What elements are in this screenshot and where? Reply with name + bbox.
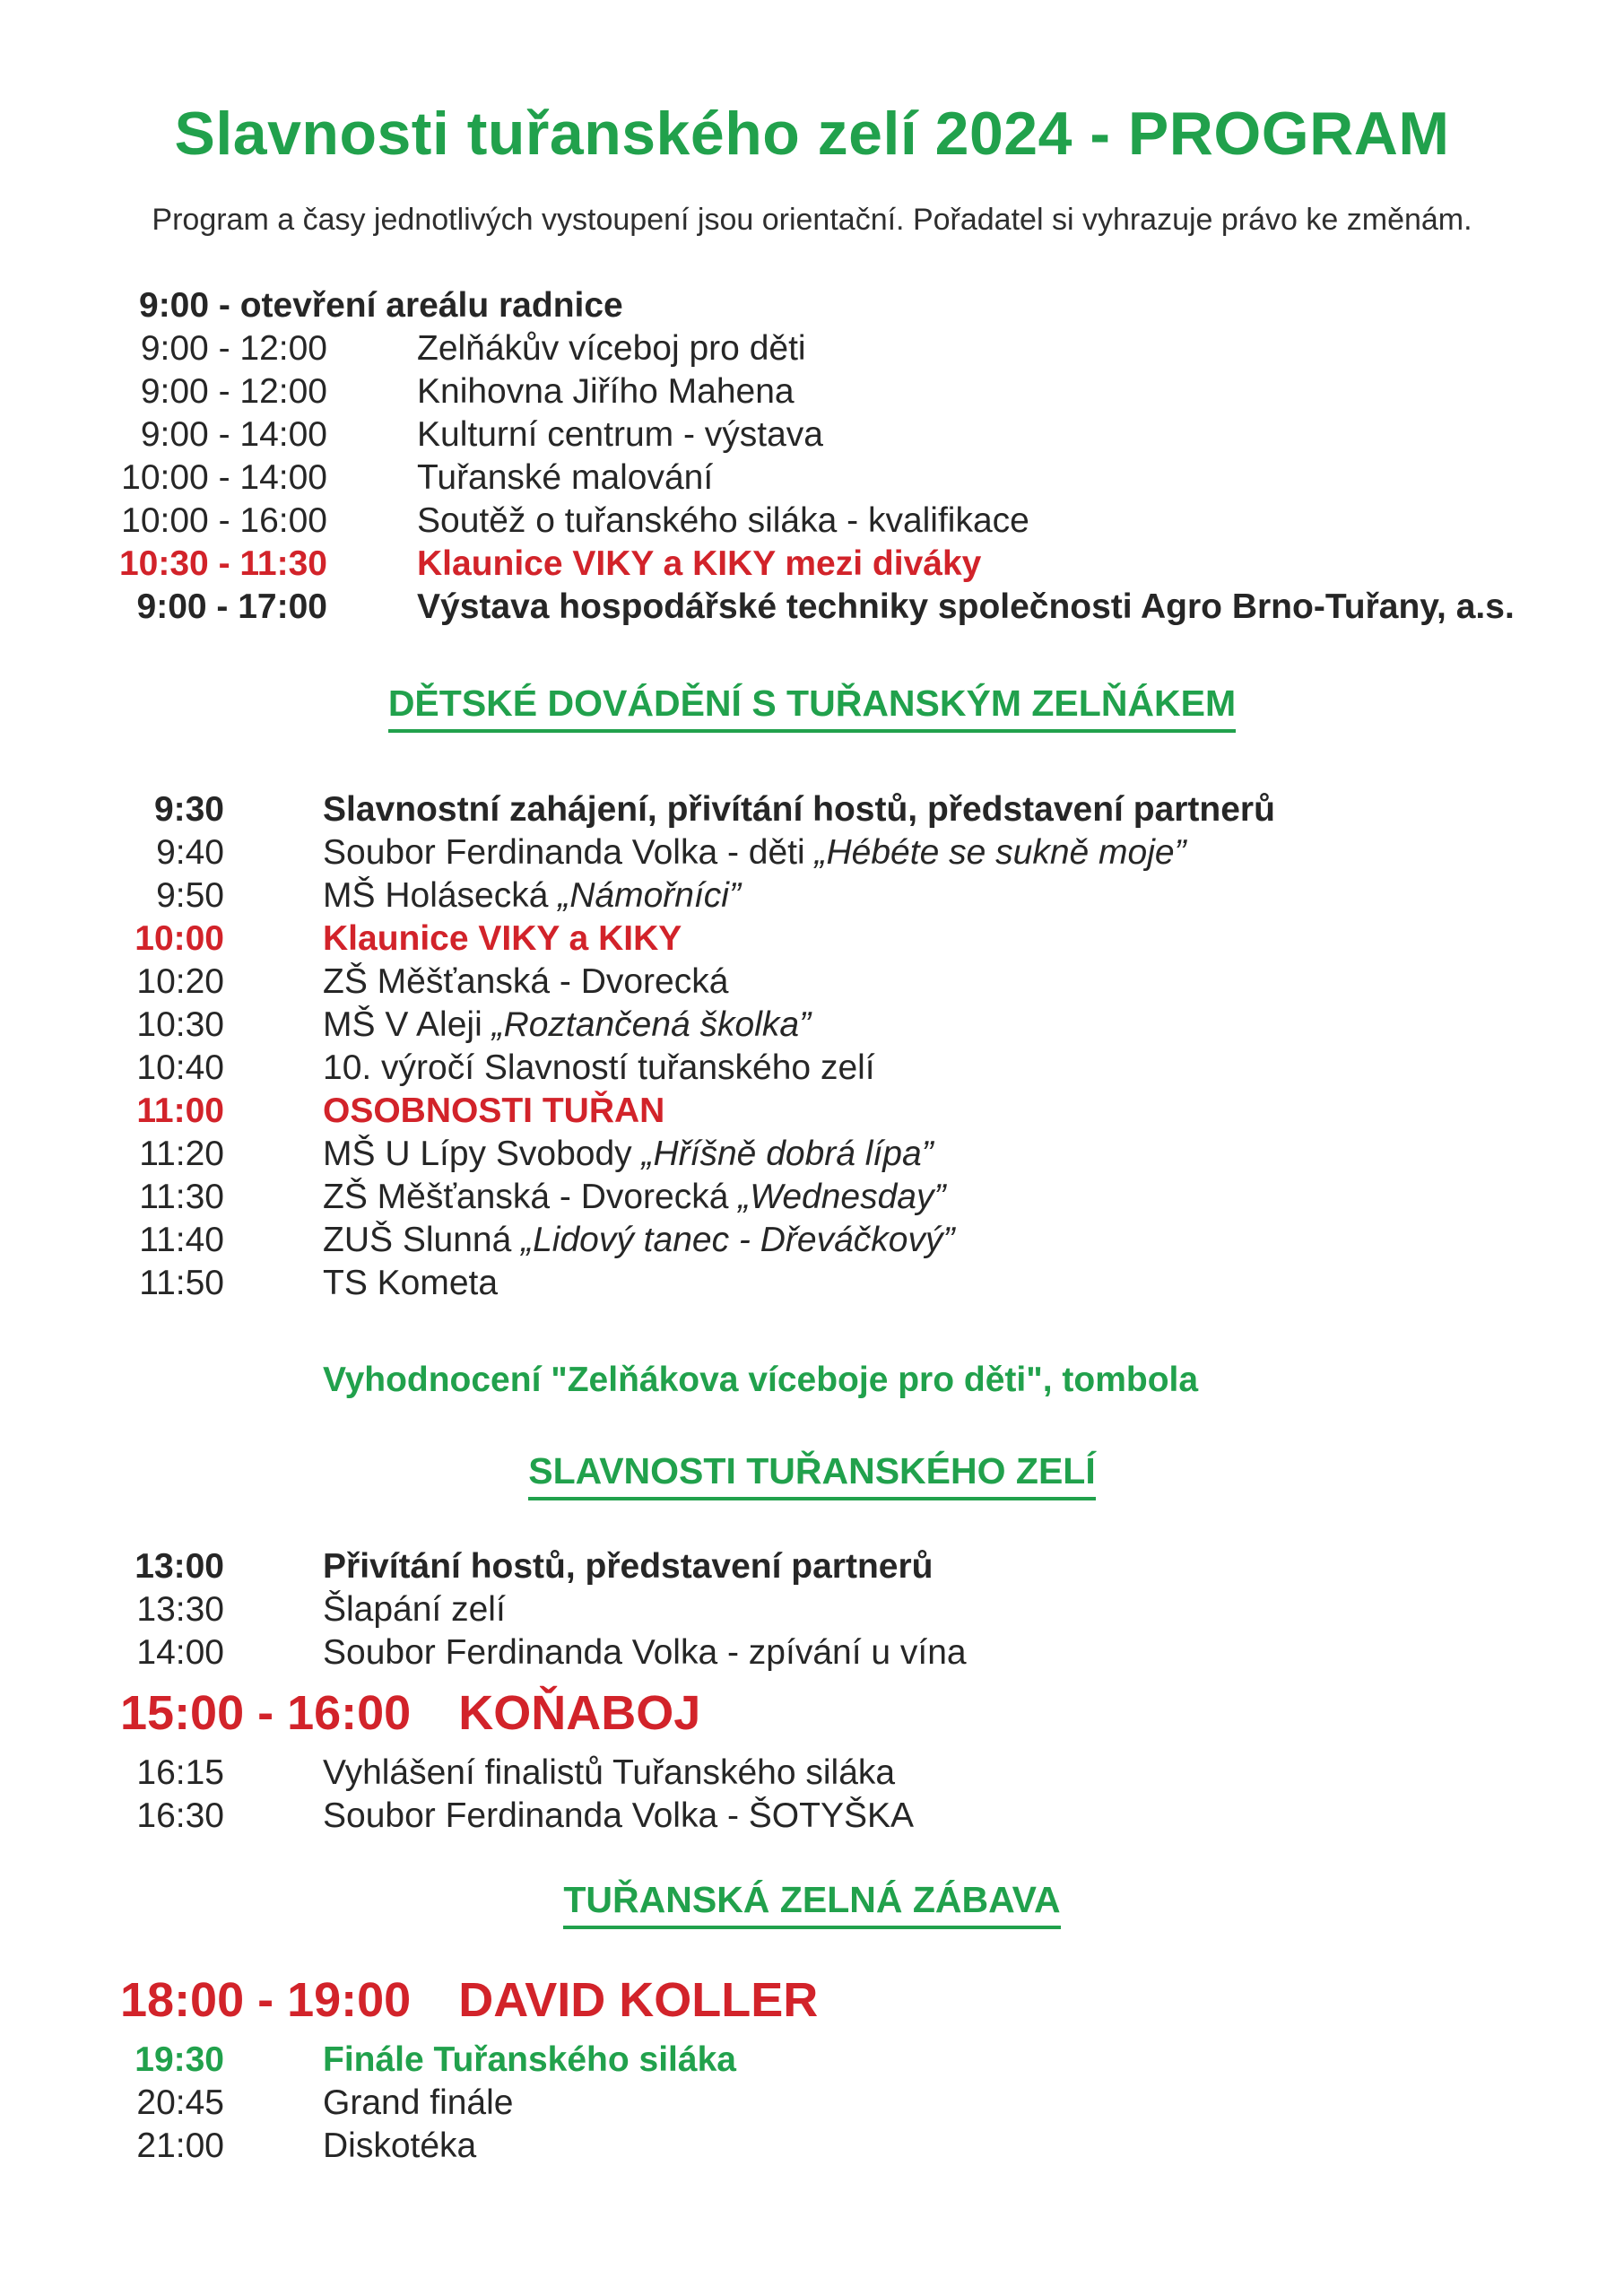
event-time: 15:00 - 16:00 <box>120 1686 412 1740</box>
event-time: 16:30 <box>136 1796 224 1835</box>
event-title: Zelňákův víceboj pro děti <box>417 329 806 368</box>
event-title-quoted: „Lidový tanec - Dřeváčkový” <box>521 1221 955 1259</box>
page-subtitle: Program a časy jednotlivých vystoupení jsou orientační. Pořadatel si vyhrazuje právo ke změnám. <box>152 203 1472 237</box>
schedule-row <box>0 457 1624 500</box>
main-schedule <box>0 1545 1624 1838</box>
schedule-row <box>0 1219 1624 1262</box>
tombola-note: Vyhodnocení "Zelňákova víceboje pro děti", tombola <box>323 1361 1199 1399</box>
event-title: Knihovna Jiřího Mahena <box>417 372 795 411</box>
event-time: 9:00 - 17:00 <box>136 587 327 626</box>
event-title <box>224 831 1186 874</box>
schedule-row <box>0 1545 1624 1588</box>
event-title <box>224 1133 934 1176</box>
event-time: 9:00 - 12:00 <box>140 329 327 368</box>
event-title: Výstava hospodářské techniky společnosti Agro Brno-Tuřany, a.s. <box>417 587 1515 626</box>
event-title: ZŠ Měšťanská - Dvorecká <box>323 962 729 1001</box>
event-time: 10:40 <box>136 1048 224 1087</box>
event-time: 21:00 <box>136 2126 224 2165</box>
schedule-row <box>0 1133 1624 1176</box>
event-time: 11:20 <box>139 1135 224 1173</box>
event-title: Diskotéka <box>323 2126 477 2165</box>
event-time: 14:00 <box>136 1633 224 1672</box>
schedule-row-highlight <box>0 1090 1624 1133</box>
event-time: 13:30 <box>136 1590 224 1629</box>
schedule-row <box>0 1588 1624 1631</box>
event-time: 9:00 - 14:00 <box>140 415 327 454</box>
schedule-row <box>0 1004 1624 1047</box>
schedule-row <box>0 961 1624 1004</box>
event-time: 10:30 <box>136 1005 224 1044</box>
event-title-text: ZŠ Měšťanská - Dvorecká <box>323 1178 739 1216</box>
event-time: 9:00 - 12:00 <box>140 372 327 411</box>
event-title <box>224 874 741 918</box>
schedule-row <box>0 1795 1624 1838</box>
schedule-row <box>0 1752 1624 1795</box>
event-time: 9:30 <box>153 790 224 829</box>
event-time: 10:00 <box>135 919 224 958</box>
event-time: 13:00 <box>135 1547 224 1586</box>
schedule-row-highlight <box>0 918 1624 961</box>
schedule-row <box>0 1047 1624 1090</box>
schedule-row <box>0 1631 1624 1674</box>
event-time: 9:40 <box>156 833 224 872</box>
schedule-row <box>0 1176 1624 1219</box>
event-title-text: ZUŠ Slunná <box>323 1221 522 1259</box>
event-title-quoted: „Roztančená školka” <box>491 1005 812 1044</box>
event-title: Grand finále <box>323 2083 514 2122</box>
event-title: Klaunice VIKY a KIKY mezi diváky <box>417 544 982 583</box>
schedule-row <box>0 500 1624 543</box>
event-title: TS Kometa <box>323 1264 499 1302</box>
section-heading-kids <box>0 683 1624 733</box>
section-heading-text: DĚTSKÉ DOVÁDĚNÍ S TUŘANSKÝM ZELŇÁKEM <box>388 683 1236 733</box>
event-title-text: MŠ U Lípy Svobody <box>323 1135 642 1173</box>
feature-event-konaboj <box>0 1682 1624 1744</box>
event-time: 11:40 <box>139 1221 224 1259</box>
schedule-row <box>0 370 1624 413</box>
schedule-row <box>0 788 1624 831</box>
event-time: 19:30 <box>135 2040 224 2079</box>
kids-schedule <box>0 788 1624 1305</box>
section-heading-text: TUŘANSKÁ ZELNÁ ZÁBAVA <box>563 1879 1060 1929</box>
event-title: OSOBNOSTI TUŘAN <box>323 1091 665 1130</box>
schedule-row <box>0 586 1624 629</box>
event-title <box>224 1176 946 1219</box>
event-title: Přivítání hostů, představení partnerů <box>323 1547 934 1586</box>
schedule-row <box>0 413 1624 457</box>
event-title: Soubor Ferdinanda Volka - zpívání u vína <box>323 1633 967 1672</box>
event-title: DAVID KOLLER <box>458 1973 819 2027</box>
event-title-quoted: „Námořníci” <box>558 876 741 915</box>
event-title: Klaunice VIKY a KIKY <box>323 919 682 958</box>
event-title: 10. výročí Slavností tuřanského zelí <box>323 1048 875 1087</box>
schedule-row-highlight <box>0 2039 1624 2082</box>
event-time: 11:50 <box>139 1264 224 1302</box>
page-title: Slavnosti tuřanského zelí 2024 - PROGRAM <box>174 100 1450 168</box>
opening-schedule <box>0 284 1624 629</box>
schedule-row <box>0 2082 1624 2125</box>
event-time: 10:00 - 14:00 <box>121 458 327 497</box>
event-title: Kulturní centrum - výstava <box>417 415 823 454</box>
event-time: 16:15 <box>136 1753 224 1792</box>
schedule-row-highlight <box>0 543 1624 586</box>
event-title: Vyhlášení finalistů Tuřanského siláka <box>323 1753 896 1792</box>
event-time: 20:45 <box>136 2083 224 2122</box>
schedule-row <box>0 831 1624 874</box>
event-time: 10:00 - 16:00 <box>121 501 327 540</box>
schedule-row <box>0 1262 1624 1305</box>
event-title: Finále Tuřanského siláka <box>323 2040 736 2079</box>
section-heading-text: SLAVNOSTI TUŘANSKÉHO ZELÍ <box>528 1450 1095 1500</box>
event-title-text: MŠ V Aleji <box>323 1005 492 1044</box>
event-title: Soubor Ferdinanda Volka - ŠOTYŠKA <box>323 1796 915 1835</box>
event-title-quoted: „Hříšně dobrá lípa” <box>641 1135 934 1173</box>
event-title: Tuřanské malování <box>417 458 714 497</box>
event-title-quoted: „Wednesday” <box>738 1178 946 1216</box>
section-heading-main <box>0 1450 1624 1500</box>
event-title: Šlapání zelí <box>323 1590 506 1629</box>
event-time: 11:00 <box>136 1091 224 1130</box>
event-time: 10:30 - 11:30 <box>118 544 327 583</box>
evening-schedule <box>0 1969 1624 2168</box>
event-title-quoted: „Hébéte se sukně moje” <box>814 833 1186 872</box>
event-title: Slavnostní zahájení, přivítání hostů, představení partnerů <box>323 790 1275 829</box>
event-title <box>224 1219 954 1262</box>
feature-event-david-koller <box>0 1969 1624 2031</box>
section-heading-evening <box>0 1879 1624 1929</box>
schedule-row <box>0 2125 1624 2168</box>
event-time: 9:50 <box>156 876 224 915</box>
opening-header: 9:00 - otevření areálu radnice <box>139 286 623 325</box>
schedule-row <box>0 874 1624 918</box>
event-time: 11:30 <box>139 1178 224 1216</box>
event-title: KOŇABOJ <box>458 1686 701 1740</box>
event-time: 18:00 - 19:00 <box>120 1973 412 2027</box>
event-title <box>224 1004 811 1047</box>
event-title: Soutěž o tuřanského siláka - kvalifikace <box>417 501 1029 540</box>
event-title-text: Soubor Ferdinanda Volka - děti <box>323 833 815 872</box>
event-time: 10:20 <box>136 962 224 1001</box>
event-title-text: MŠ Holásecká <box>323 876 559 915</box>
schedule-row <box>0 327 1624 370</box>
